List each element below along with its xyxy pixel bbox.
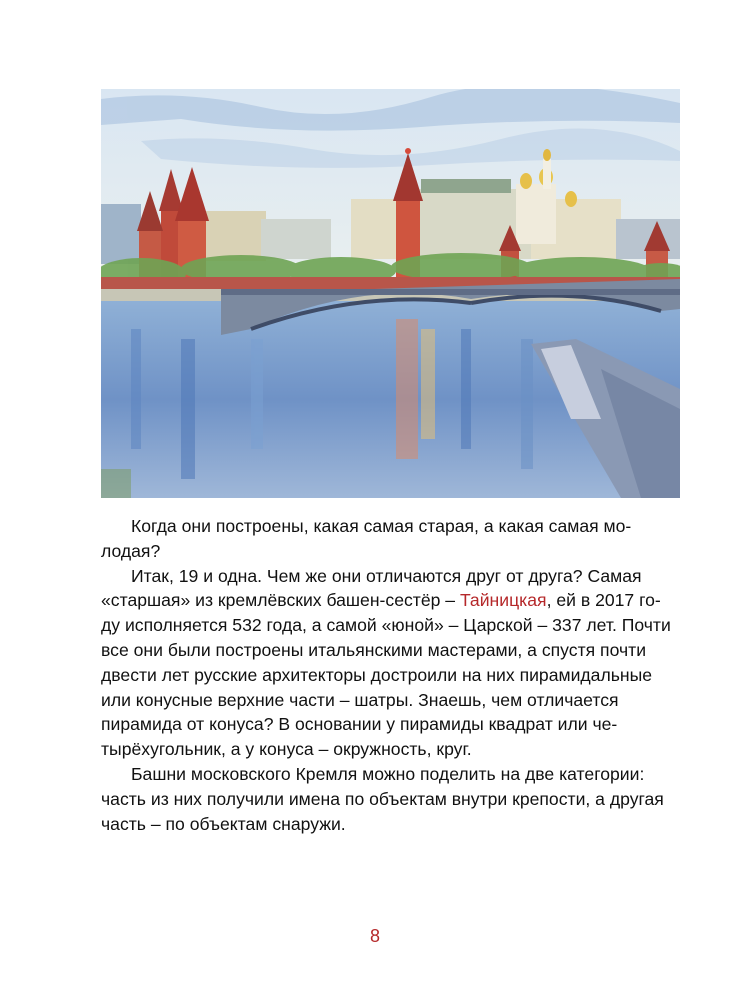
page-number: 8 xyxy=(369,926,380,946)
paragraph-1-line-1: Когда они построены, какая самая старая, а какая самая мо- xyxy=(131,516,632,536)
paragraph-3-line-2: часть из них получили имена по объектам внутри крепости, а другая xyxy=(101,788,664,809)
paragraph-2-line-3: ду исполняется 532 года, а самой «юной» – Царской – 337 лет. Почти xyxy=(101,615,671,636)
paragraph-2 xyxy=(101,564,680,762)
paragraph-2-line-6: или конусные верхние части – шатры. Знаешь, чем отличается xyxy=(101,689,619,710)
paragraph-3-line-3: часть – по объектам снаружи. xyxy=(101,813,346,834)
paragraph-2-line-4: все они были построены итальянскими мастерами, а спустя почти xyxy=(101,639,647,660)
paragraph-2-line-2-before: «старшая» из кремлёвских башен-сестёр – xyxy=(101,590,460,611)
paragraph-1-line-2: лодая? xyxy=(101,540,161,561)
paragraph-2-line-1: Итак, 19 и одна. Чем же они отличаются друг от друга? Самая xyxy=(131,565,642,586)
paragraph-2-line-5: двести лет русские архитекторы достроили на них пирамидальные xyxy=(101,664,653,685)
paragraph-1 xyxy=(101,514,680,564)
paragraph-3 xyxy=(101,762,680,836)
body-text xyxy=(101,514,680,836)
paragraph-2-line-8: тырёхугольник, а у конуса – окружность, круг. xyxy=(101,739,472,760)
tower-name-highlight: Тайницкая xyxy=(459,590,547,611)
kremlin-watercolor-illustration xyxy=(101,89,680,498)
paragraph-2-line-7: пирамида от конуса? В основании у пирамиды квадрат или че- xyxy=(101,714,618,735)
paragraph-2-line-2-after: , ей в 2017 го- xyxy=(546,590,661,611)
paragraph-3-line-1: Башни московского Кремля можно поделить на две категории: xyxy=(131,763,645,784)
